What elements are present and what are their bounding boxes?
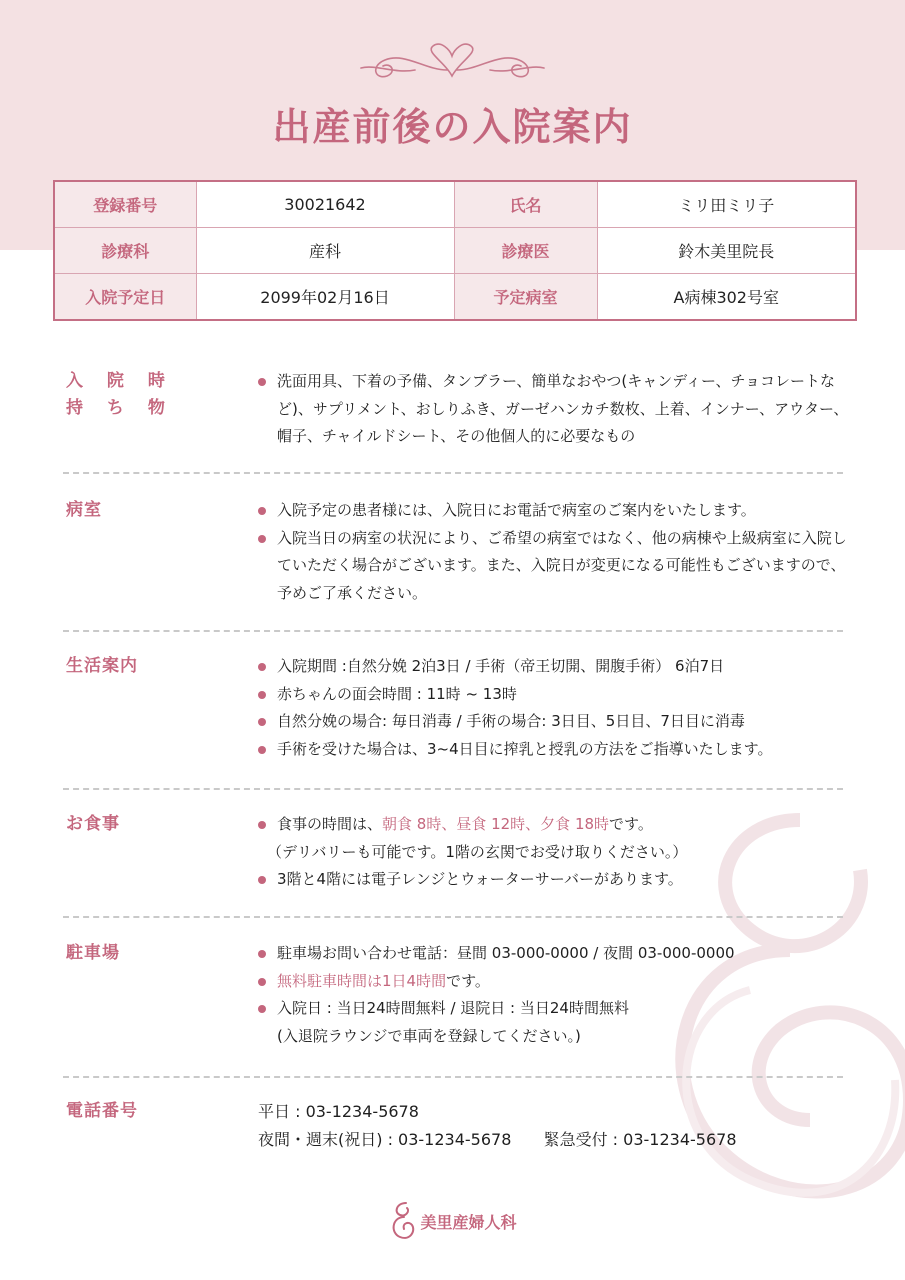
list-item: 駐車場お問い合わせ電話：昼間 03-000-0000 / 夜間 03-000-0000 [258, 940, 858, 968]
footer [0, 1198, 905, 1244]
planned-room-label: 予定病室 [454, 274, 597, 321]
section-body [258, 811, 858, 894]
registration-number-value: 30021642 [196, 181, 454, 228]
table-row [54, 228, 856, 274]
section-label: 電話番号 [66, 1101, 138, 1121]
department-value: 産科 [196, 228, 454, 274]
divider [63, 916, 843, 918]
meal-delivery-note: （デリバリーも可能です。1階の玄関でお受け取りください。） [267, 842, 688, 861]
label-line: 持 ち 物 [66, 398, 174, 418]
clinic-logo-icon [388, 1199, 418, 1243]
list-item [258, 995, 858, 1050]
list-item: 入院当日の病室の状況により、ご希望の病室ではなく、他の病棟や上級病室に入院していただく場合がございます。また、入院日が変更になる可能性もございますので、予めご了承ください。 [258, 525, 858, 608]
list-item: 自然分娩の場合: 毎日消毒 / 手術の場合: 3日目、5日目、7日目に消毒 [258, 708, 858, 736]
table-row [54, 274, 856, 321]
section-label: 生活案内 [66, 656, 138, 676]
free-parking-highlight: 無料駐車時間は1日4時間 [277, 971, 447, 990]
divider [63, 630, 843, 632]
section-label: 病室 [66, 500, 102, 520]
label-line: 入 院 時 [66, 371, 174, 391]
night-weekend-phone: 夜間・週末(祝日) : 03-1234-5678 [258, 1130, 512, 1149]
department-label: 診療科 [54, 228, 196, 274]
divider [63, 472, 843, 474]
weekday-phone: 平日 : 03-1234-5678 [258, 1102, 419, 1121]
meal-times-highlight: 朝食 8時、昼食 12時、夕食 18時 [382, 815, 610, 833]
meal-text: 食事の時間は、 [277, 815, 383, 833]
divider [63, 788, 843, 790]
list-item [258, 968, 858, 996]
list-item: 洗面用具、下着の予備、タンブラー、簡単なおやつ(キャンディー、チョコレートなど)、サプリメント、おしりふき、ガーゼハンカチ数枚、上着、インナー、アウター、帽子、チャイルドシート、その他個人的に必要なもの [258, 368, 858, 451]
patient-name-label: 氏名 [454, 181, 597, 228]
section-body [258, 653, 858, 763]
list-item: 入院期間 :自然分娩 2泊3日 / 手術（帝王切開、開腹手術） 6泊7日 [258, 653, 858, 681]
list-item: 赤ちゃんの面会時間 : 11時 ~ 13時 [258, 681, 858, 709]
admission-date-label: 入院予定日 [54, 274, 196, 321]
section-label: 駐車場 [66, 943, 120, 963]
list-item: 入院予定の患者様には、入院日にお電話で病室のご案内をいたします。 [258, 497, 858, 525]
patient-info-table [53, 180, 857, 321]
section-label: お食事 [66, 814, 120, 834]
doctor-value: 鈴木美里院長 [597, 228, 856, 274]
page-title: 出産前後の入院案内 [272, 105, 633, 149]
parking-fee-text: 入院日 : 当日24時間無料 / 退院日 : 当日24時間無料 [277, 999, 629, 1017]
section-body [258, 1098, 858, 1154]
patient-name-value: ミリ田ミリ子 [597, 181, 856, 228]
admission-date-value: 2099年02月16日 [196, 274, 454, 321]
section-body [258, 497, 858, 607]
section-body [258, 368, 858, 451]
phone-line [258, 1126, 858, 1154]
meal-text: です。 [609, 815, 653, 833]
list-item: 手術を受けた場合は、3~4日目に搾乳と授乳の方法をご指導いたします。 [258, 736, 858, 764]
registration-number-label: 登録番号 [54, 181, 196, 228]
emergency-phone: 緊急受付 : 03-1234-5678 [543, 1130, 737, 1149]
divider [63, 1076, 843, 1078]
parking-registration-note: (入退院ラウンジで車両を登録してください。) [277, 1026, 581, 1045]
planned-room-value: A病棟302号室 [597, 274, 856, 321]
parking-text: です。 [446, 971, 490, 990]
section-label [66, 368, 174, 422]
section-body [258, 940, 858, 1050]
list-item: 3階と4階には電子レンジとウォーターサーバーがあります。 [258, 866, 858, 894]
table-row [54, 181, 856, 228]
clinic-name: 美里産婦人科 [420, 1212, 517, 1232]
doctor-label: 診療医 [454, 228, 597, 274]
ornament-flourish-icon [355, 40, 550, 84]
list-item [258, 811, 858, 866]
